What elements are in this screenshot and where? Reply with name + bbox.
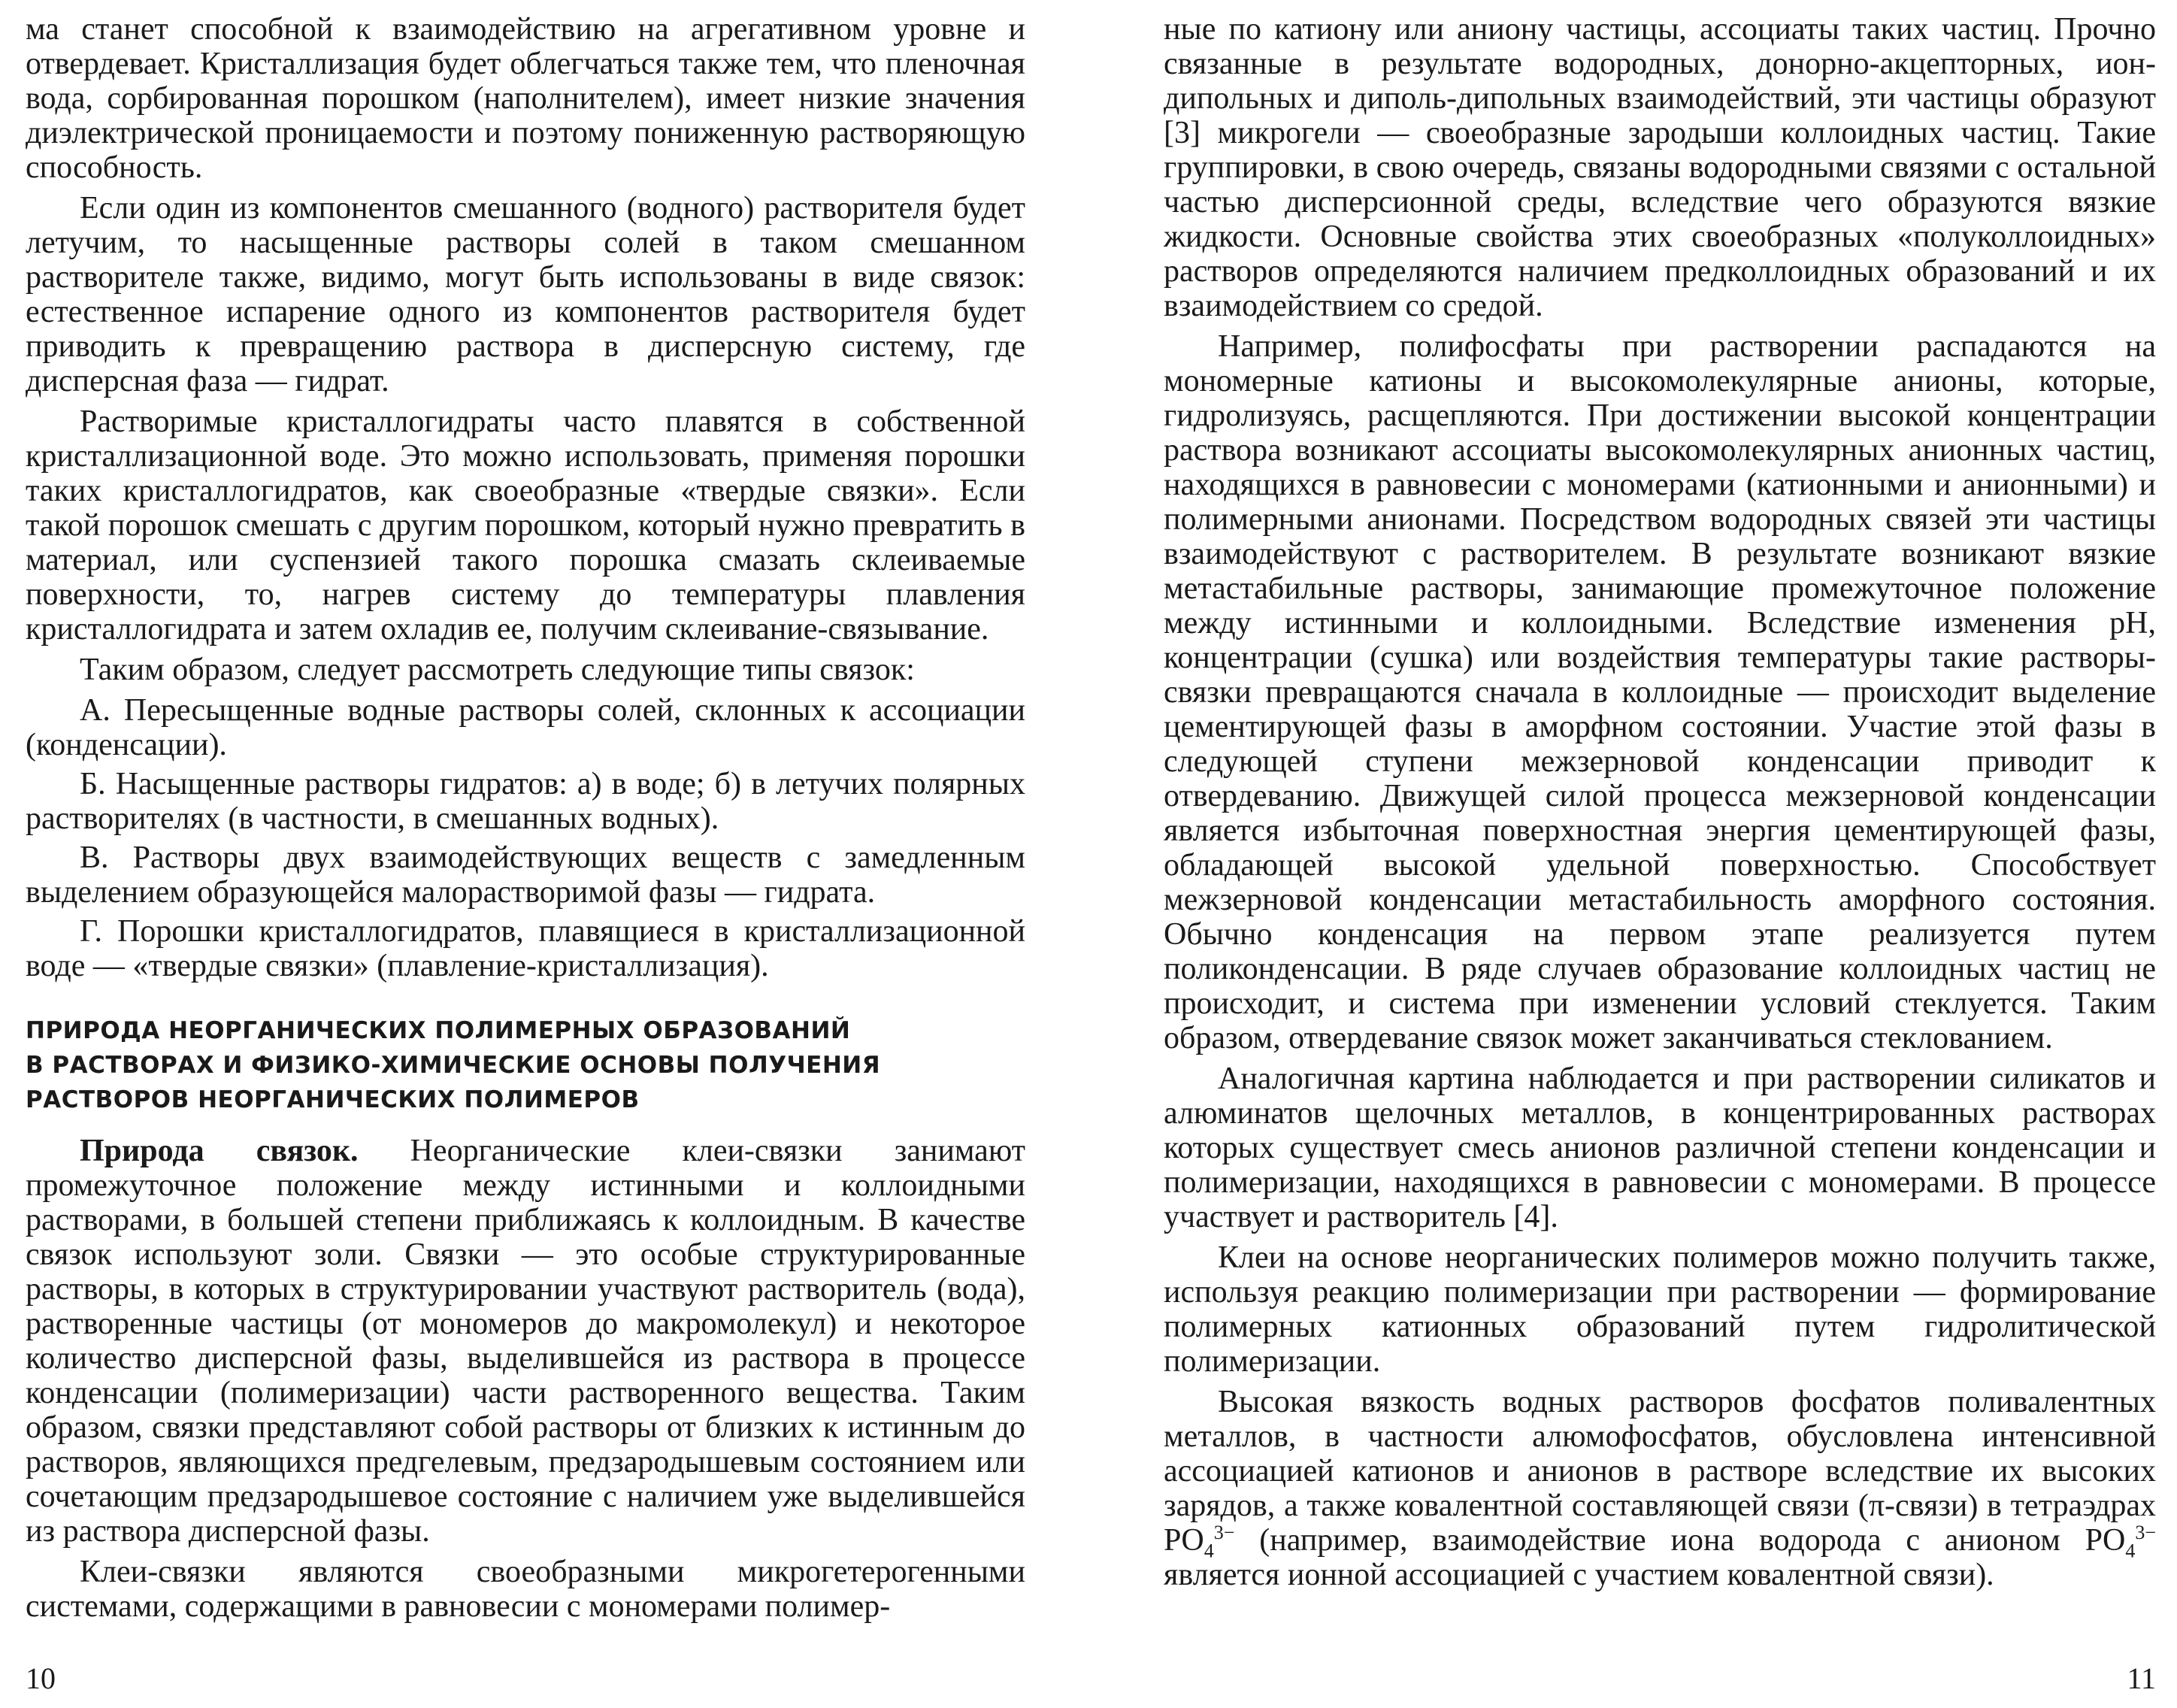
section-heading-line: В РАСТВОРАХ И ФИЗИКО-ХИМИЧЕСКИЕ ОСНОВЫ ПОЛУЧЕНИЯ: [26, 1052, 881, 1079]
formula-subscript: 4: [2125, 1540, 2136, 1562]
paragraph: ма станет способной к взаимодействию на агрегативном уровне и отвердевает. Кристаллизация будет облегчаться также тем, что пленочная вода, сорбированная порошком (наполнителем), имеет низкие значения диэлектрической проницаемости и поэтому пониженную растворяющую способность.: [26, 12, 1025, 185]
section-heading: [26, 1013, 1025, 1117]
list-item: Б. Насыщенные растворы гидратов: а) в воде; б) в летучих полярных растворителях (в частности, в смешанных водных).: [26, 767, 1025, 836]
list-item: В. Растворы двух взаимодействующих веществ с замедленным выделением образующейся малорастворимой фазы — гидрата.: [26, 840, 1025, 910]
runin-body: Неорганические клеи-связки занимают промежуточное положение между истинными и коллоидными растворами, в большей степени приближаясь к коллоидным. В качестве связок используют золи. Связки — это особые структурированные растворы, в которых в структурировании участвуют растворитель (вода), растворенные частицы (от мономеров до макромолекул) и некоторое количество дисперсной фазы, выделившейся из раствора в процессе конденсации (полимеризации) части растворенного вещества. Таким образом, связки представляют собой растворы от близких к истинным до растворов, являющихся предгелевым, предзародышевым состоянием или сочетающим предзародышевое состояние с наличием уже выделившейся из раствора дисперсной фазы.: [26, 1134, 1025, 1549]
paragraph: ные по катиону или аниону частицы, ассоциаты таких частиц. Прочно связанные в результате водородных, донорно-акцепторных, ион-дипольных и диполь-дипольных взаимодействий, эти частицы образуют [3] микрогели — своеобразные зародыши коллоидных частиц. Такие группировки, в свою очередь, связаны водородными связями с остальной частью дисперсионной среды, вследствие чего образуются вязкие жидкости. Основные свойства этих своеобразных «полуколлоидных» растворов определяются наличием предколлоидных образований и их взаимодействием со средой.: [1164, 12, 2156, 323]
formula-superscript: 3−: [1213, 1522, 1235, 1543]
list-item: Г. Порошки кристаллогидратов, плавящиеся в кристаллизационной воде — «твердые связки» (плавление-кристаллизация).: [26, 914, 1025, 983]
section-heading-line: ПРИРОДА НЕОРГАНИЧЕСКИХ ПОЛИМЕРНЫХ ОБРАЗОВАНИЙ: [26, 1017, 851, 1044]
paragraph: Клеи на основе неорганических полимеров можно получить также, используя реакцию полимеризации при растворении — формирование полимерных катионных образований путем гидролитической полимеризации.: [1164, 1240, 2156, 1379]
page-number-left: 10: [26, 1661, 56, 1695]
section-heading-line: РАСТВОРОВ НЕОРГАНИЧЕСКИХ ПОЛИМЕРОВ: [26, 1086, 640, 1113]
paragraph-segment: (например, взаимодействие иона водорода с анионом PO: [1234, 1523, 2126, 1558]
paragraph-runin: [26, 1134, 1025, 1549]
paragraph: Аналогичная картина наблюдается и при растворении силикатов и алюминатов щелочных металлов, в концентрированных растворах которых существует смесь анионов различной степени конденсации и полимеризации, находящихся в равновесии с мономерами. В процессе участвует и растворитель [4].: [1164, 1061, 2156, 1234]
right-page-text: [1164, 12, 2156, 1598]
list-item: А. Пересыщенные водные растворы солей, склонных к ассоциации (конденсации).: [26, 693, 1025, 762]
right-page: [1164, 0, 2156, 1708]
paragraph: Например, полифосфаты при растворении распадаются на мономерные катионы и высокомолекулярные анионы, которые, гидролизуясь, расщепляются. При достижении высокой концентрации раствора возникают ассоциаты высокомолекулярных анионных частиц, находящихся в равновесии с мономерами (катионными и анионными) и полимерными анионами. Посредством водородных связей эти частицы взаимодействуют с растворителем. В результате возникают вязкие метастабильные растворы, занимающие промежуточное положение между истинными и коллоидными. Вследствие изменения pH, концентрации (сушка) или воздействия температуры такие растворы-связки превращаются сначала в коллоидные — происходит выделение цементирующей фазы в аморфном состоянии. Участие этой фазы в следующей ступени межзерновой конденсации приводит к отвердеванию. Движущей силой процесса межзерновой конденсации является избыточная поверхностная энергия цементирующей фазы, обладающей высокой удельной поверхностью. Способствует межзерновой конденсации метастабильность аморфного состояния. Обычно конденсация на первом этапе реализуется путем поликонденсации. В ряде случаев образование коллоидных частиц не происходит, и система при изменении условий стеклуется. Таким образом, отвердевание связок может заканчиваться стеклованием.: [1164, 329, 2156, 1055]
paragraph-segment: Высокая вязкость водных растворов фосфатов поливалентных металлов, в частности алюмофосфатов, обусловлена интенсивной ассоциацией катионов и анионов в растворе вследствие их высоких зарядов, а также ковалентной составляющей связи (π-связи) в тетраэдрах PO: [1164, 1385, 2156, 1558]
formula-superscript: 3−: [2135, 1522, 2156, 1543]
runin-title: Природа связок.: [80, 1134, 359, 1168]
paragraph-segment: является ионной ассоциацией с участием ковалентной связи).: [1164, 1558, 1994, 1592]
paragraph: Клеи-связки являются своеобразными микрогетерогенными системами, содержащими в равновесии с мономерами полимер-: [26, 1555, 1025, 1624]
left-page: [26, 0, 1025, 1708]
page-number-right: 11: [2127, 1661, 2156, 1695]
paragraph: Растворимые кристаллогидраты часто плавятся в собственной кристаллизационной воде. Это можно использовать, применяя порошки таких кристаллогидратов, как своеобразные «твердые связки». Если такой порошок смешать с другим порошком, который нужно превратить в материал, или суспензией такого порошка смазать склеиваемые поверхности, то, нагрев систему до температуры плавления кристаллогидрата и затем охладив ее, получим склеивание-связывание.: [26, 404, 1025, 647]
paragraph-formula: [1164, 1385, 2156, 1592]
left-page-text: [26, 12, 1025, 1630]
paragraph: Таким образом, следует рассмотреть следующие типы связок:: [80, 653, 915, 687]
paragraph: Если один из компонентов смешанного (водного) растворителя будет летучим, то насыщенные растворы солей в таком смешанном растворителе также, видимо, могут быть использованы в виде связок: естественное испарение одного из компонентов растворителя будет приводить к превращению раствора в дисперсную систему, где дисперсная фаза — гидрат.: [26, 191, 1025, 398]
formula-subscript: 4: [1204, 1540, 1214, 1562]
